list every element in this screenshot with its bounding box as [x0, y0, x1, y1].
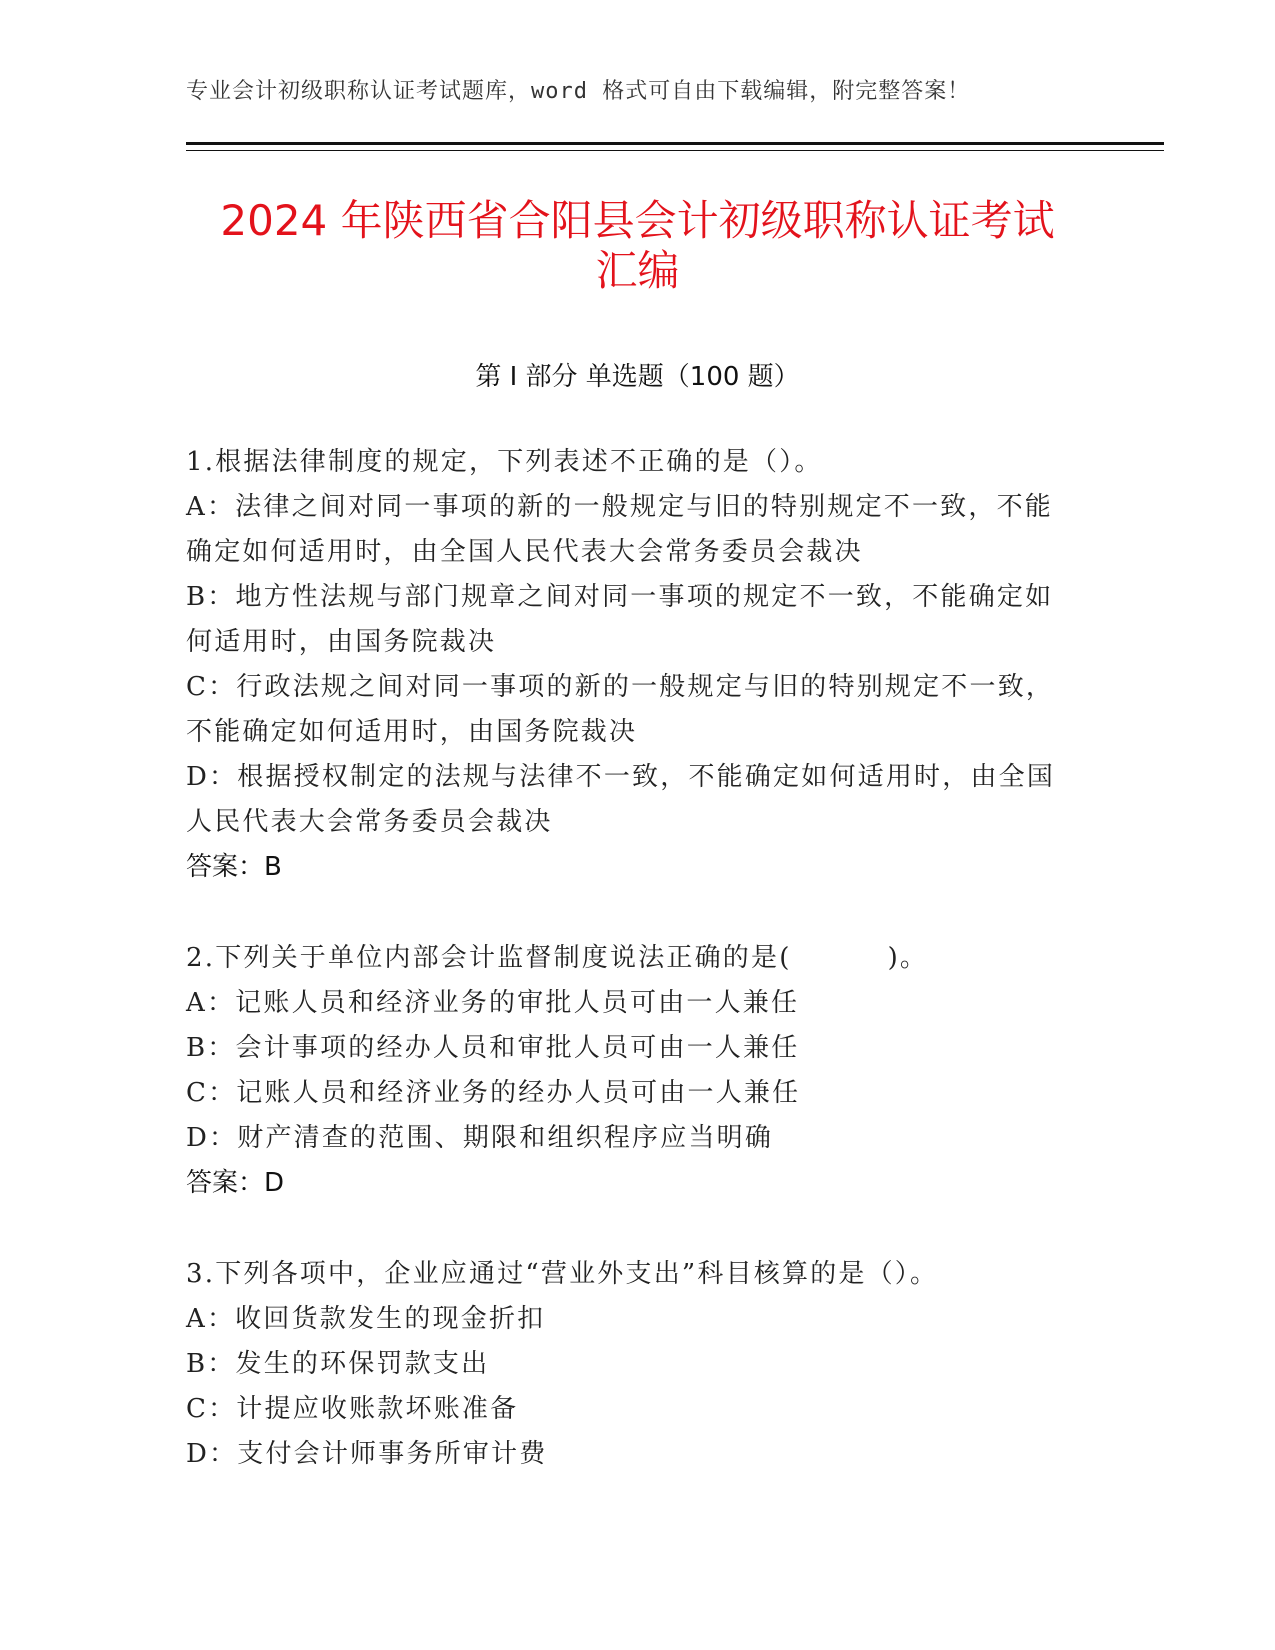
section-heading: 第 I 部分 单选题（100 题）: [475, 362, 800, 392]
header-rule-thin: [186, 150, 1164, 151]
question-stem-suffix: )。: [887, 943, 929, 973]
question-stem: [186, 936, 1086, 981]
option-d-continued: 人民代表大会常务委员会裁决: [186, 807, 553, 837]
option-d: D：支付会计师事务所审计费: [186, 1439, 548, 1469]
question-stem: 1.根据法律制度的规定，下列表述不正确的是（）。: [186, 447, 823, 477]
option-b-continued: 何适用时，由国务院裁决: [186, 627, 497, 657]
option-a-continued: 确定如何适用时，由全国人民代表大会常务委员会裁决: [186, 537, 863, 567]
document-title-line-1: 2024 年陕西省合阳县会计初级职称认证考试: [220, 196, 1055, 245]
answer: 答案：B: [186, 852, 282, 882]
question-stem: 3.下列各项中，企业应通过“营业外支出”科目核算的是（）。: [186, 1259, 939, 1289]
document-title: [150, 196, 1125, 296]
question-2: [186, 936, 1086, 1206]
option-d: D：财产清查的范围、期限和组织程序应当明确: [186, 1123, 774, 1153]
option-c: C：记账人员和经济业务的经办人员可由一人兼任: [186, 1078, 801, 1108]
option-c: C：计提应收账款坏账准备: [186, 1394, 519, 1424]
option-c-continued: 不能确定如何适用时，由国务院裁决: [186, 717, 638, 747]
option-a: A：收回货款发生的现金折扣: [186, 1304, 546, 1334]
option-b: B：地方性法规与部门规章之间对同一事项的规定不一致，不能确定如: [186, 582, 1054, 612]
option-b: B：会计事项的经办人员和审批人员可由一人兼任: [186, 1033, 800, 1063]
option-d: D：根据授权制定的法规与法律不一致，不能确定如何适用时，由全国: [186, 762, 1056, 792]
header-rule-thick: [186, 142, 1164, 145]
question-3: [186, 1252, 1086, 1477]
option-a: A：法律之间对同一事项的新的一般规定与旧的特别规定不一致，不能: [186, 492, 1053, 522]
answer: 答案：D: [186, 1168, 285, 1198]
question-stem-prefix: 2.下列关于单位内部会计监督制度说法正确的是(: [186, 943, 792, 973]
option-c: C：行政法规之间对同一事项的新的一般规定与旧的特别规定不一致，: [186, 672, 1055, 702]
document-title-line-2: 汇编: [595, 246, 680, 295]
option-b: B：发生的环保罚款支出: [186, 1349, 490, 1379]
header-note: 专业会计初级职称认证考试题库，word 格式可自由下载编辑，附完整答案！: [186, 79, 971, 104]
question-list: [186, 440, 1086, 1523]
option-a: A：记账人员和经济业务的审批人员可由一人兼任: [186, 988, 800, 1018]
question-1: [186, 440, 1086, 890]
